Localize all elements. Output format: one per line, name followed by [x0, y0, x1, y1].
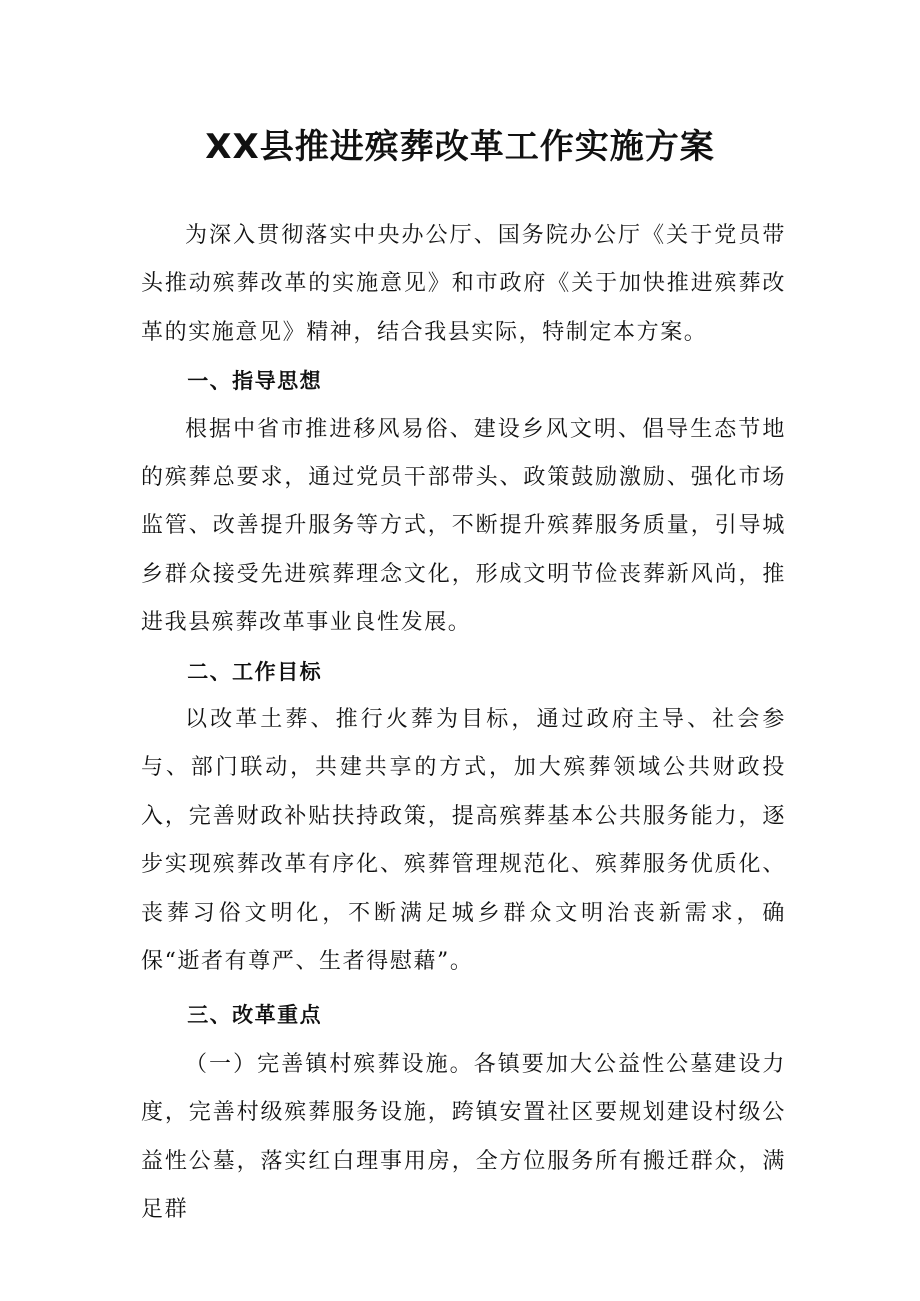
intro-paragraph: 为深入贯彻落实中央办公厅、国务院办公厅《关于党员带头推动殡葬改革的实施意见》和市政府《关于加快推进殡葬改革的实施意见》精神，结合我县实际，特制定本方案。 [141, 223, 786, 345]
document-body [141, 212, 786, 1235]
section-paragraph-reform-focus: （一）完善镇村殡葬设施。各镇要加大公益性公墓建设力度，完善村级殡葬服务设施，跨镇安置社区要规划建设村级公益性公墓，落实红白理事用房，全方位服务所有搬迁群众，满足群 [141, 1051, 786, 1223]
section-heading-work-goals: 二、工作目标 [187, 659, 323, 684]
section-paragraph-work-goals: 以改革土葬、推行火葬为目标，通过政府主导、社会参与、部门联动，共建共享的方式，加大殡葬领域公共财政投入，完善财政补贴扶持政策，提高殡葬基本公共服务能力，逐步实现殡葬改革有序化、殡葬管理规范化、殡葬服务优质化、丧葬习俗文明化，不断满足城乡群众文明治丧新需求，确保“逝者有尊严、生者得慰藉”。 [141, 707, 786, 975]
document-title: XX县推进殡葬改革工作实施方案 [205, 127, 715, 167]
section-paragraph-guiding-ideology: 根据中省市推进移风易俗、建设乡风文明、倡导生态节地的殡葬总要求，通过党员干部带头、政策鼓励激励、强化市场监管、改善提升服务等方式，不断提升殡葬服务质量，引导城乡群众接受先进殡葬理念文化，形成文明节俭丧葬新风尚，推进我县殡葬改革事业良性发展。 [141, 416, 786, 636]
section-heading-reform-focus: 三、改革重点 [187, 1002, 323, 1027]
section-heading-guiding-ideology: 一、指导思想 [187, 369, 323, 394]
